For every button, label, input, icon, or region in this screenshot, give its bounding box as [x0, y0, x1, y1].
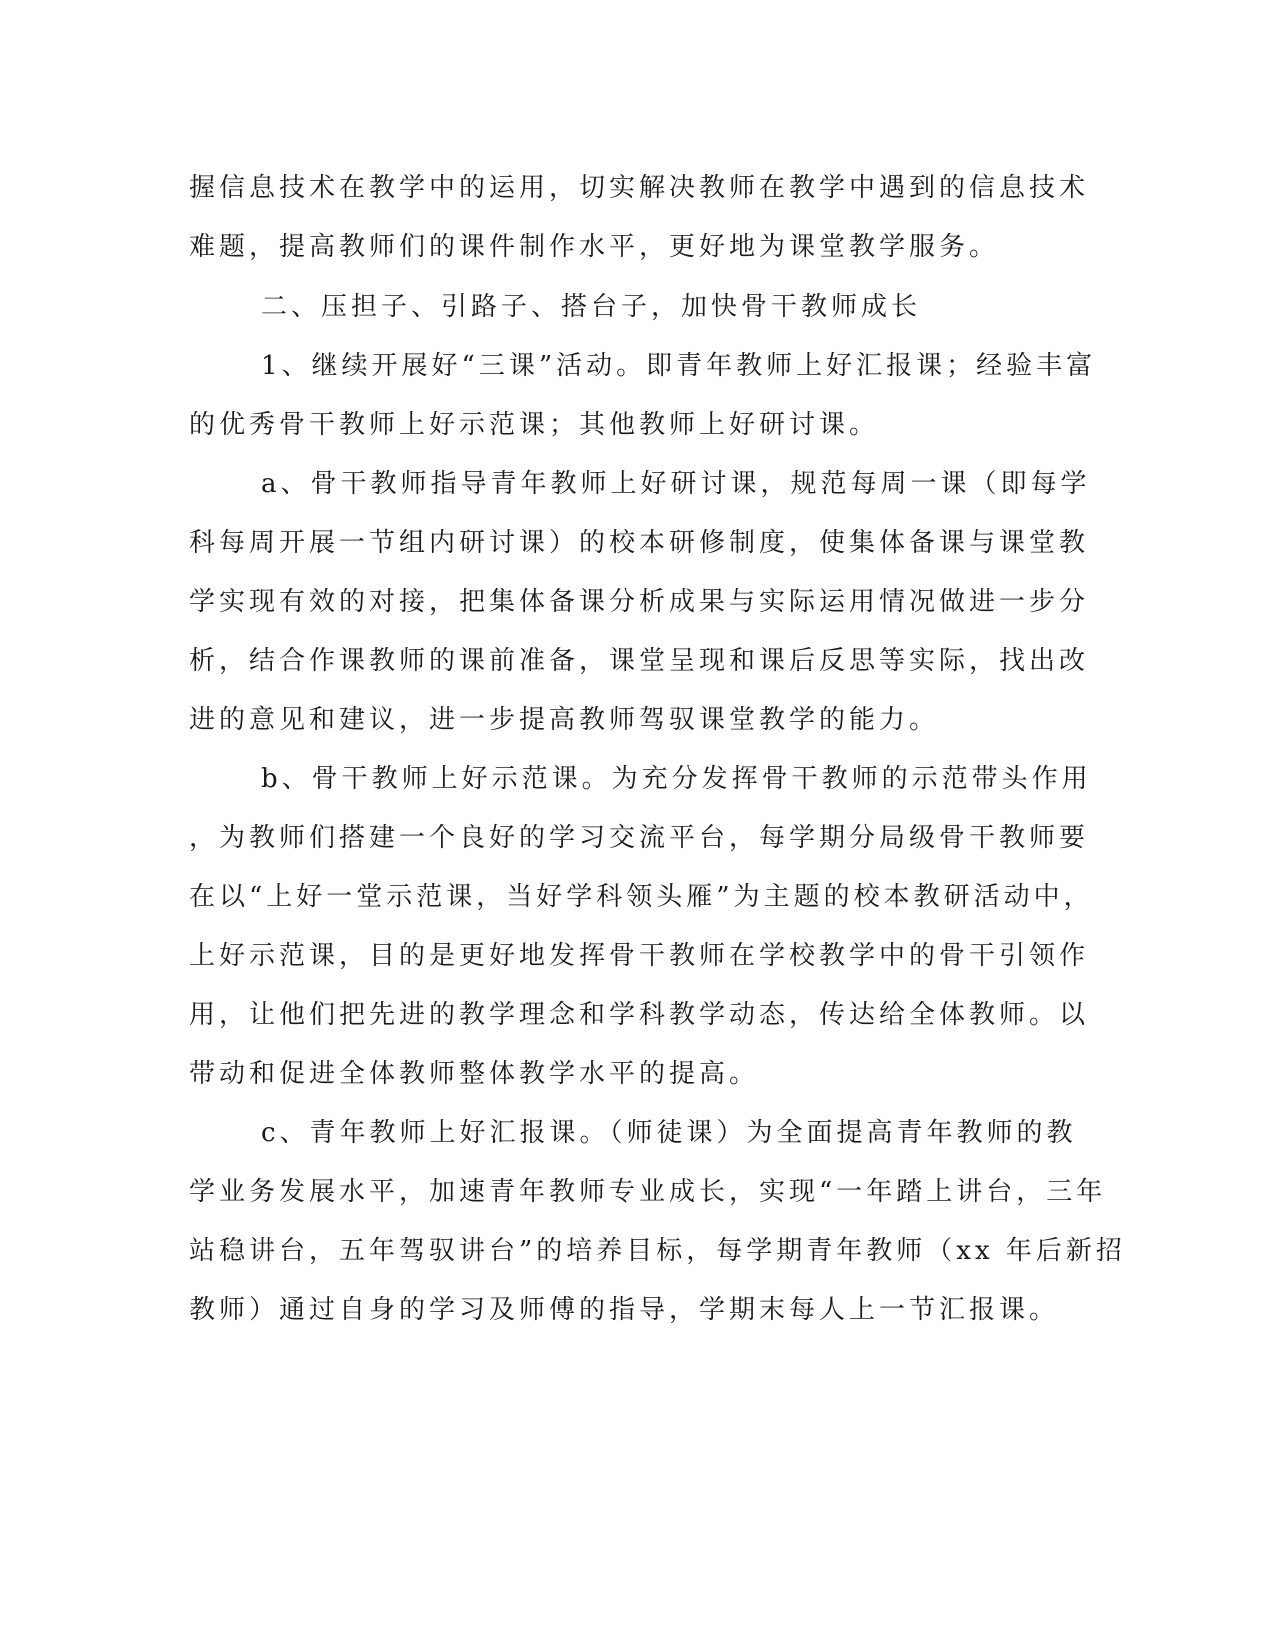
paragraph-line: 难题，提高教师们的课件制作水平，更好地为课堂教学服务。: [189, 232, 1000, 262]
paragraph-line: 1、继续开展好“三课”活动。即青年教师上好汇报课；经验丰富: [261, 351, 1097, 381]
paragraph-line: b、骨干教师上好示范课。为充分发挥骨干教师的示范带头作用: [261, 764, 1092, 794]
paragraph-line: 的优秀骨干教师上好示范课；其他教师上好研讨课。: [189, 410, 880, 440]
paragraph-line: 析，结合作课教师的课前准备，课堂呈现和课后反思等实际，找出改: [189, 646, 1090, 676]
paragraph-line: 用，让他们把先进的教学理念和学科教学动态，传达给全体教师。以: [189, 1000, 1090, 1030]
paragraph-line: 在以“上好一堂示范课，当好学科领头雁”为主题的校本教研活动中，: [189, 882, 1094, 912]
paragraph-line: ，为教师们搭建一个良好的学习交流平台，每学期分局级骨干教师要: [189, 823, 1090, 853]
paragraph-line: 教师）通过自身的学习及师傅的指导，学期末每人上一节汇报课。: [189, 1295, 1060, 1325]
paragraph-line: 握信息技术在教学中的运用，切实解决教师在教学中遇到的信息技术: [189, 173, 1090, 203]
paragraph-line: 站稳讲台，五年驾驭讲台”的培养目标，每学期青年教师（xx 年后新招: [189, 1236, 1126, 1266]
section-heading: 二、压担子、引路子、搭台子，加快骨干教师成长: [261, 292, 922, 322]
paragraph-line: 学实现有效的对接，把集体备课分析成果与实际运用情况做进一步分: [189, 587, 1090, 617]
paragraph-line: 进的意见和建议，进一步提高教师驾驭课堂教学的能力。: [189, 705, 940, 735]
paragraph-line: 上好示范课，目的是更好地发挥骨干教师在学校教学中的骨干引领作: [189, 941, 1090, 971]
paragraph-line: 学业务发展水平，加速青年教师专业成长，实现“一年踏上讲台，三年: [189, 1177, 1107, 1207]
paragraph-line: a、骨干教师指导青年教师上好研讨课，规范每周一课（即每学: [261, 469, 1091, 499]
paragraph-line: 带动和促进全体教师整体教学水平的提高。: [189, 1059, 760, 1089]
paragraph-line: 科每周开展一节组内研讨课）的校本研修制度，使集体备课与课堂教: [189, 528, 1090, 558]
paragraph-line: c、青年教师上好汇报课。（师徒课）为全面提高青年教师的教: [261, 1118, 1077, 1148]
